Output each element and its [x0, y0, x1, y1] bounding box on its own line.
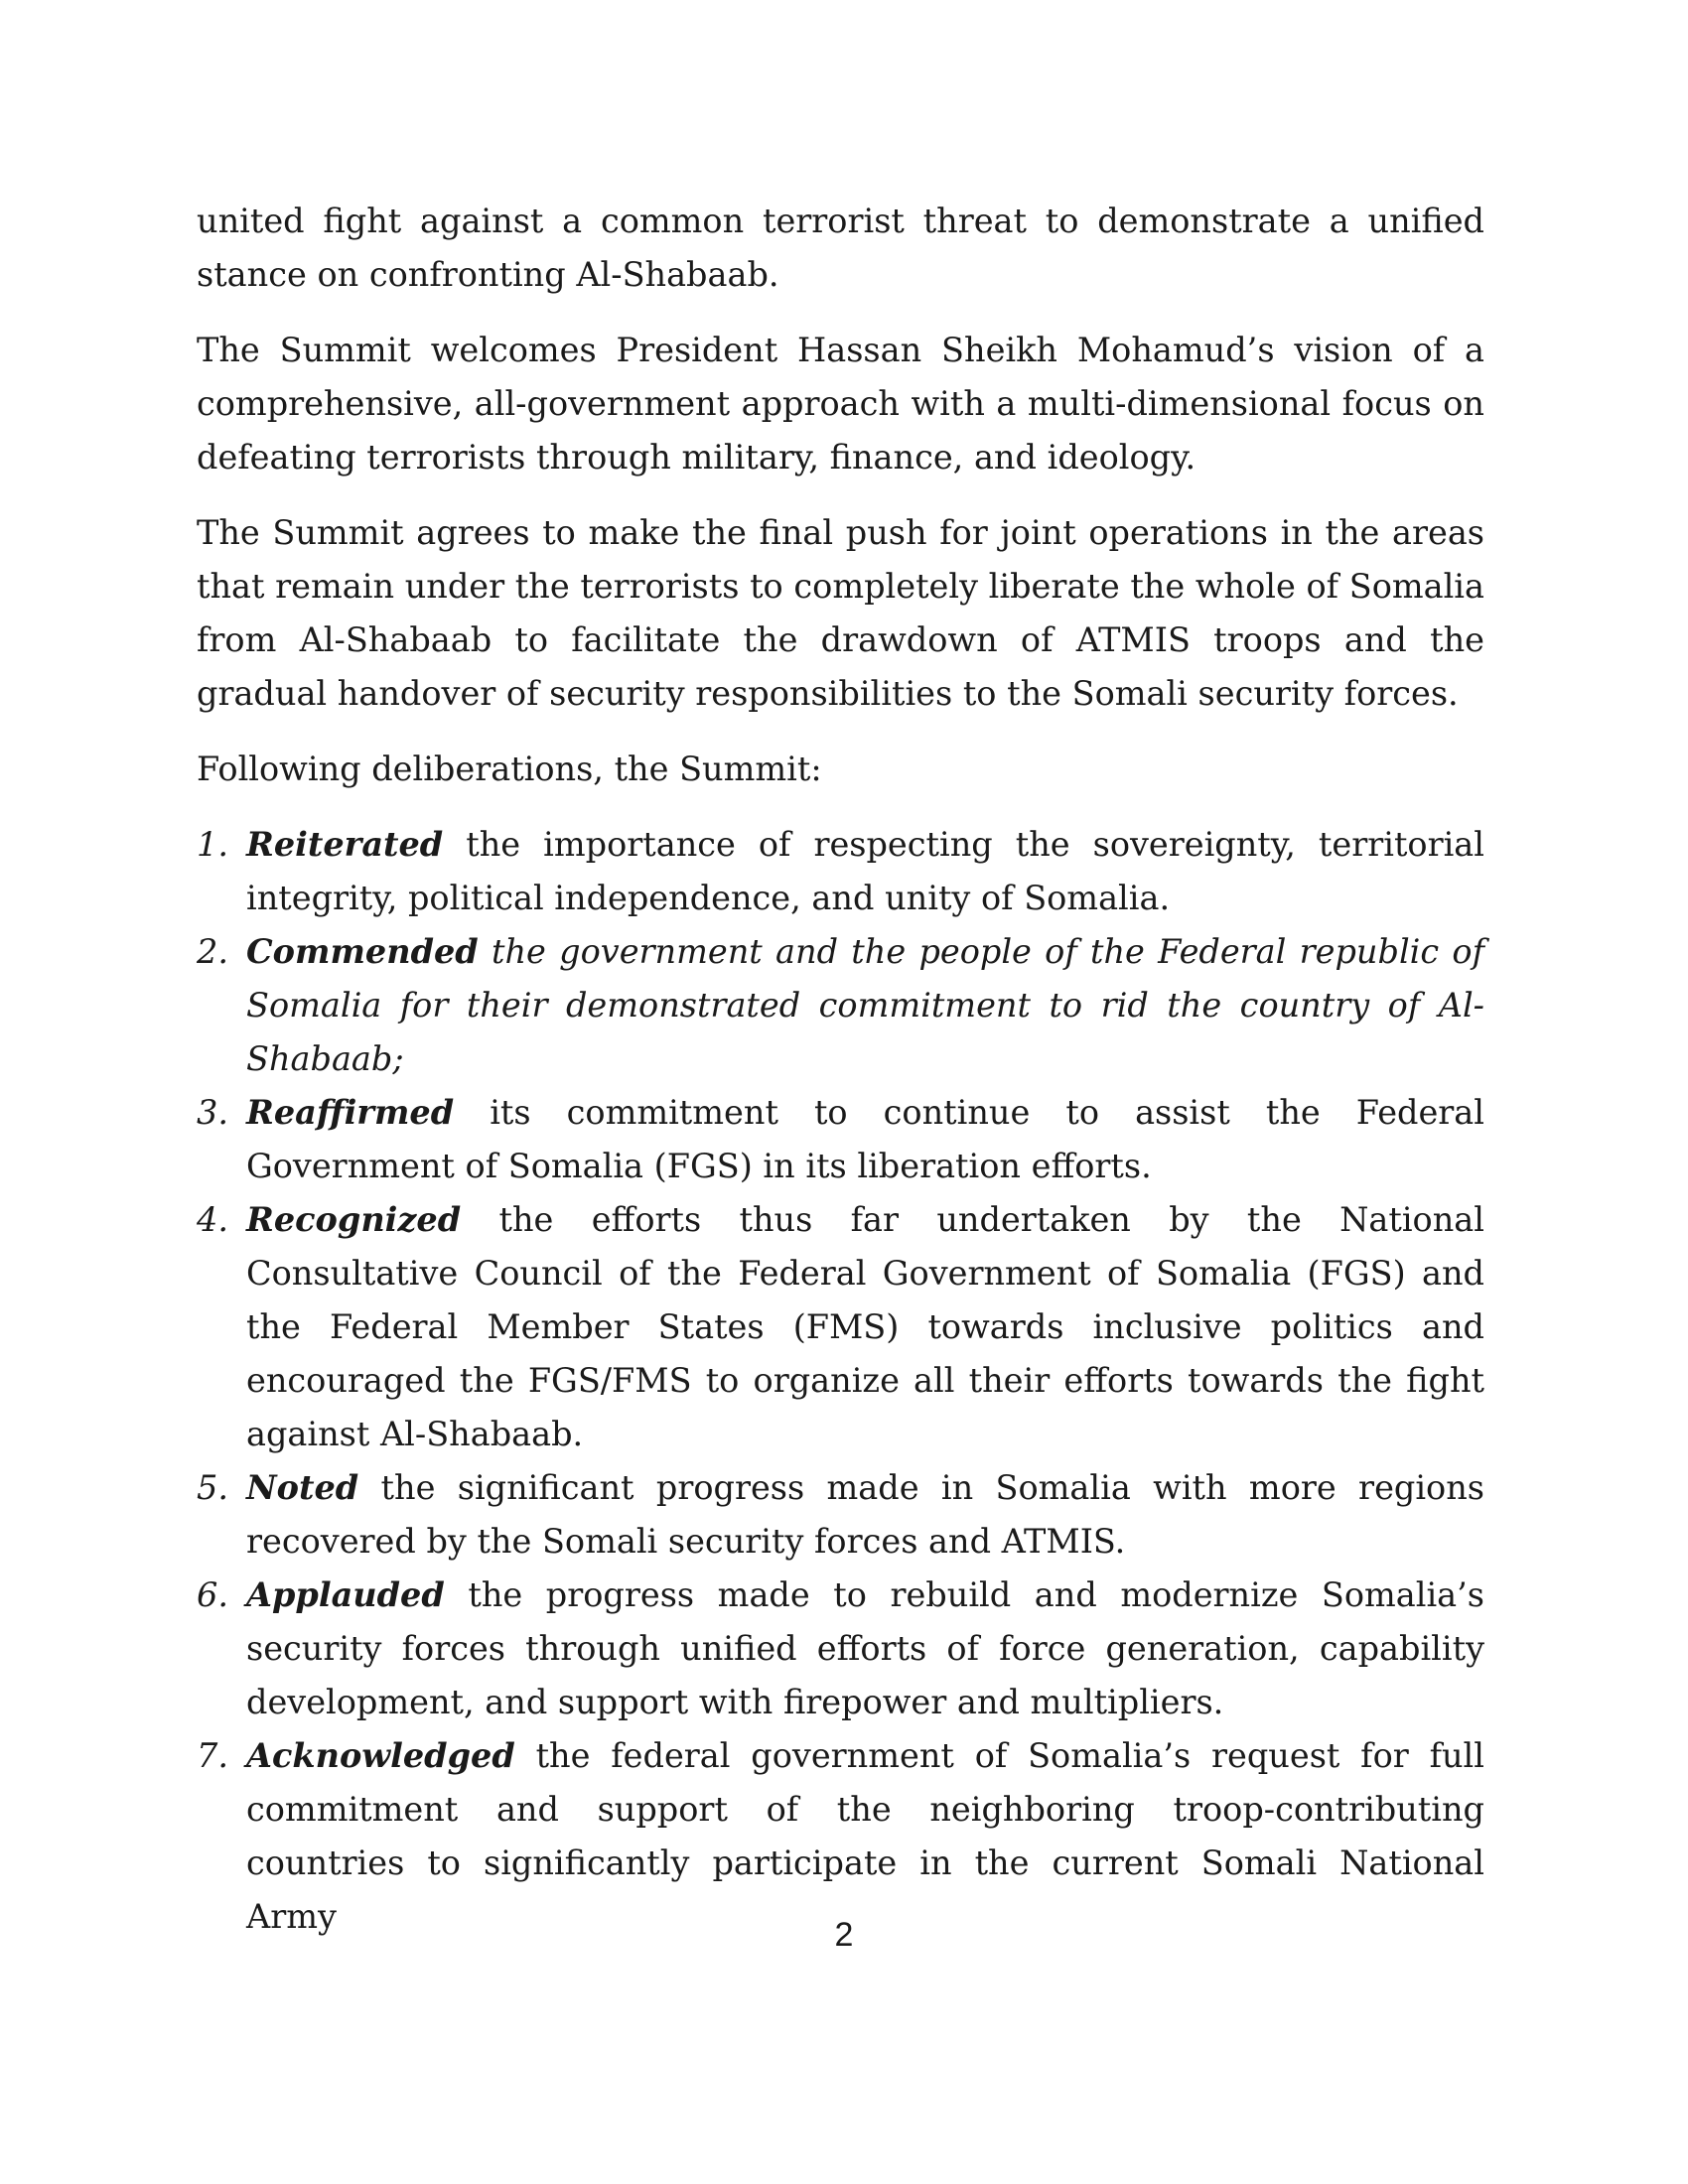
list-item — [197, 1461, 1484, 1569]
resolution-list — [197, 818, 1484, 1944]
item-number: 6. — [197, 1575, 228, 1614]
item-number: 3. — [197, 1093, 228, 1132]
item-text: the federal government of Somalia’s request for full commitment and support of the neighboring troop-contributing countries to significantly participate in the current Somali National Army — [246, 1736, 1484, 1936]
paragraph-4: Following deliberations, the Summit: — [197, 750, 822, 788]
document-page — [197, 195, 1484, 1944]
item-text: the efforts thus far undertaken by the National Consultative Council of the Federal Government of Somalia (FGS) and the Federal Member States (FMS) towards inclusive politics and encouraged the FGS/FMS to organize all their efforts towards the fight against Al-Shabaab. — [246, 1200, 1484, 1453]
paragraph-2: The Summit welcomes President Hassan Sheikh Mohamud’s vision of a comprehensive, all-government approach with a multi-dimensional focus on defeating terrorists through military, finance, and ideology. — [197, 331, 1484, 477]
item-number: 7. — [197, 1736, 228, 1775]
list-item — [197, 925, 1484, 1086]
item-text: its commitment to continue to assist the Federal Government of Somalia (FGS) in its liberation efforts. — [246, 1093, 1484, 1185]
item-number: 1. — [197, 825, 228, 864]
item-text: the importance of respecting the sovereignty, territorial integrity, political independence, and unity of Somalia. — [246, 825, 1484, 917]
item-number: 4. — [197, 1200, 228, 1239]
item-keyword: Acknowledged — [246, 1736, 515, 1775]
item-keyword: Reaffirmed — [246, 1093, 455, 1132]
item-text: the progress made to rebuild and modernize Somalia’s security forces through unified efforts of force generation, capability development, and support with firepower and multipliers. — [246, 1575, 1484, 1721]
item-text: the government and the people of the Federal republic of Somalia for their demonstrated commitment to rid the country of Al-Shabaab; — [246, 932, 1484, 1078]
paragraph-3: The Summit agrees to make the final push for joint operations in the areas that remain under the terrorists to completely liberate the whole of Somalia from Al-Shabaab to facilitate the drawdown of ATMIS troops and the gradual handover of security responsibilities to the Somali security forces. — [197, 513, 1484, 713]
item-keyword: Recognized — [246, 1200, 462, 1239]
item-keyword: Reiterated — [246, 825, 444, 864]
paragraph-1: united fight against a common terrorist threat to demonstrate a unified stance on confronting Al-Shabaab. — [197, 202, 1484, 294]
list-item — [197, 1729, 1484, 1944]
item-keyword: Noted — [246, 1468, 359, 1507]
page-number: 2 — [834, 1916, 854, 1954]
item-keyword: Commended — [246, 932, 479, 971]
list-item — [197, 1193, 1484, 1461]
item-keyword: Applauded — [246, 1575, 445, 1614]
list-item — [197, 1569, 1484, 1729]
item-number: 5. — [197, 1468, 228, 1507]
list-item — [197, 1086, 1484, 1193]
item-text: the significant progress made in Somalia with more regions recovered by the Somali security forces and ATMIS. — [246, 1468, 1484, 1561]
list-item — [197, 818, 1484, 925]
item-number: 2. — [197, 932, 228, 971]
